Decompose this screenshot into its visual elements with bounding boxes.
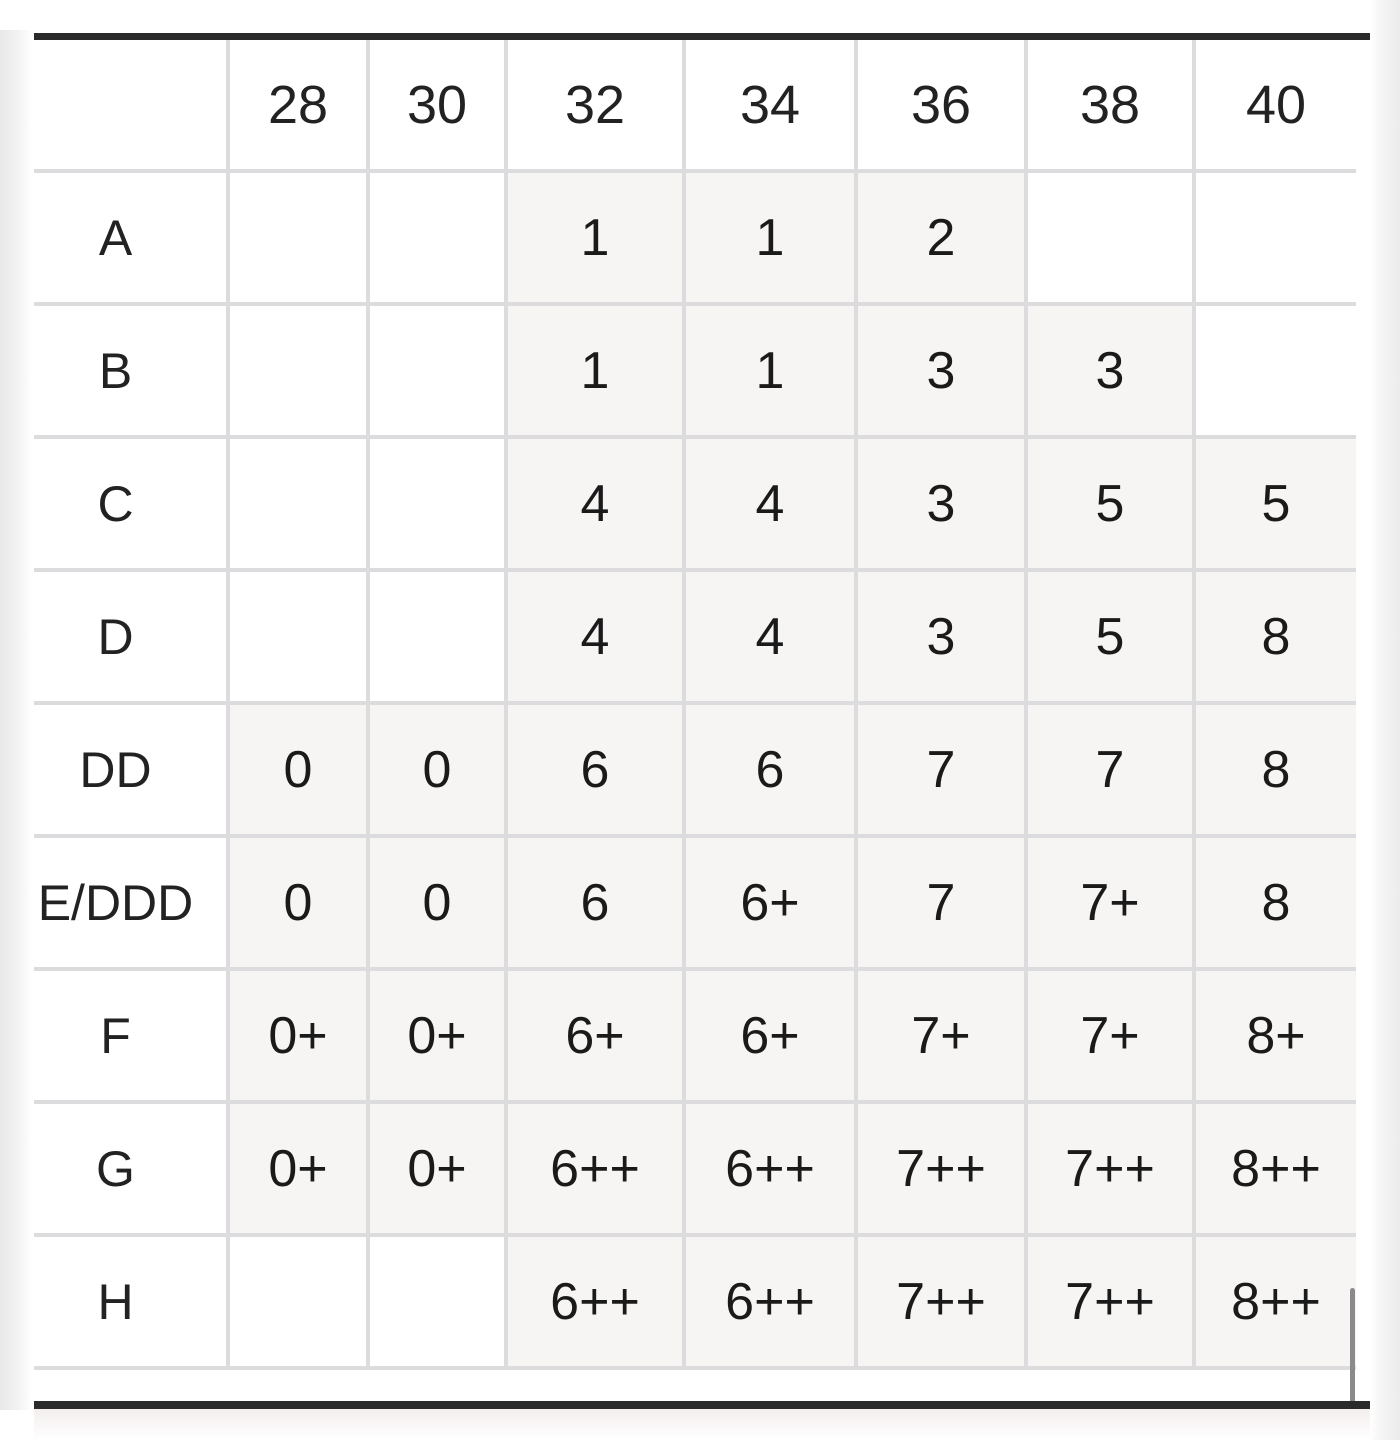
size-cell: 7 <box>856 836 1026 969</box>
size-cell: 4 <box>506 437 684 570</box>
cup-size-label: F <box>34 969 228 1102</box>
table-row <box>34 437 1356 570</box>
size-cell: 8++ <box>1194 1235 1356 1368</box>
size-cell <box>228 1235 368 1368</box>
size-cell: 6++ <box>684 1102 856 1235</box>
size-cell: 1 <box>506 171 684 304</box>
cup-size-label: A <box>34 171 228 304</box>
size-cell: 8+ <box>1194 969 1356 1102</box>
size-cell: 3 <box>1026 304 1194 437</box>
cup-size-label: DD <box>34 703 228 836</box>
size-chart-table <box>34 40 1356 1370</box>
size-cell: 0+ <box>228 1102 368 1235</box>
size-cell: 3 <box>856 304 1026 437</box>
right-frame-edge <box>1370 0 1400 1440</box>
band-size-header: 28 <box>228 40 368 171</box>
size-cell <box>228 171 368 304</box>
cup-size-label: D <box>34 570 228 703</box>
size-cell: 5 <box>1194 437 1356 570</box>
table-row <box>34 1102 1356 1235</box>
bottom-edge <box>34 1409 1370 1440</box>
size-cell: 0 <box>228 703 368 836</box>
size-cell: 0 <box>368 703 506 836</box>
table-row <box>34 1235 1356 1368</box>
band-size-header: 40 <box>1194 40 1356 171</box>
size-chart-viewport[interactable] <box>34 40 1356 1371</box>
size-cell: 6++ <box>506 1102 684 1235</box>
size-cell <box>228 437 368 570</box>
band-size-header: 30 <box>368 40 506 171</box>
size-cell <box>368 304 506 437</box>
size-cell: 0+ <box>228 969 368 1102</box>
header-row <box>34 40 1356 171</box>
table-row <box>34 570 1356 703</box>
size-cell <box>228 304 368 437</box>
size-cell: 6 <box>506 836 684 969</box>
size-cell: 8++ <box>1194 1102 1356 1235</box>
size-cell: 7++ <box>1026 1102 1194 1235</box>
size-cell: 6++ <box>506 1235 684 1368</box>
band-size-header: 38 <box>1026 40 1194 171</box>
cup-size-label: B <box>34 304 228 437</box>
size-cell <box>368 437 506 570</box>
size-cell: 4 <box>684 437 856 570</box>
left-frame-edge <box>0 30 32 1410</box>
bottom-divider <box>34 1401 1370 1409</box>
size-cell <box>368 570 506 703</box>
size-cell: 5 <box>1026 570 1194 703</box>
size-cell: 6 <box>506 703 684 836</box>
size-cell: 5 <box>1026 437 1194 570</box>
size-cell: 8 <box>1194 570 1356 703</box>
size-cell: 0 <box>228 836 368 969</box>
table-row <box>34 171 1356 304</box>
size-cell: 6+ <box>506 969 684 1102</box>
table-row <box>34 836 1356 969</box>
size-cell: 3 <box>856 437 1026 570</box>
size-cell <box>368 1235 506 1368</box>
top-divider <box>34 33 1370 40</box>
size-cell: 6+ <box>684 836 856 969</box>
size-cell: 6+ <box>684 969 856 1102</box>
size-cell: 7 <box>856 703 1026 836</box>
size-cell: 7+ <box>1026 836 1194 969</box>
table-row <box>34 703 1356 836</box>
size-cell: 1 <box>684 171 856 304</box>
table-row <box>34 304 1356 437</box>
cup-size-label: E/DDD <box>34 836 228 969</box>
size-cell <box>368 171 506 304</box>
size-cell: 0+ <box>368 969 506 1102</box>
size-cell: 2 <box>856 171 1026 304</box>
size-cell <box>1026 171 1194 304</box>
size-cell <box>1194 171 1356 304</box>
size-cell: 6 <box>684 703 856 836</box>
size-cell: 4 <box>684 570 856 703</box>
size-cell: 7++ <box>1026 1235 1194 1368</box>
size-cell: 1 <box>506 304 684 437</box>
size-cell: 3 <box>856 570 1026 703</box>
size-cell: 0 <box>368 836 506 969</box>
cup-size-label: C <box>34 437 228 570</box>
size-cell: 8 <box>1194 836 1356 969</box>
size-cell <box>1194 304 1356 437</box>
band-size-header: 32 <box>506 40 684 171</box>
size-cell: 6++ <box>684 1235 856 1368</box>
size-cell: 7 <box>1026 703 1194 836</box>
size-cell: 8 <box>1194 703 1356 836</box>
size-cell: 0+ <box>368 1102 506 1235</box>
size-cell: 7++ <box>856 1235 1026 1368</box>
cup-size-label: G <box>34 1102 228 1235</box>
band-size-header: 34 <box>684 40 856 171</box>
size-cell: 4 <box>506 570 684 703</box>
size-cell: 1 <box>684 304 856 437</box>
band-size-header: 36 <box>856 40 1026 171</box>
cup-size-label: H <box>34 1235 228 1368</box>
corner-cell <box>34 40 228 171</box>
size-cell: 7+ <box>1026 969 1194 1102</box>
table-row <box>34 969 1356 1102</box>
size-cell: 7+ <box>856 969 1026 1102</box>
size-cell: 7++ <box>856 1102 1026 1235</box>
size-cell <box>228 570 368 703</box>
